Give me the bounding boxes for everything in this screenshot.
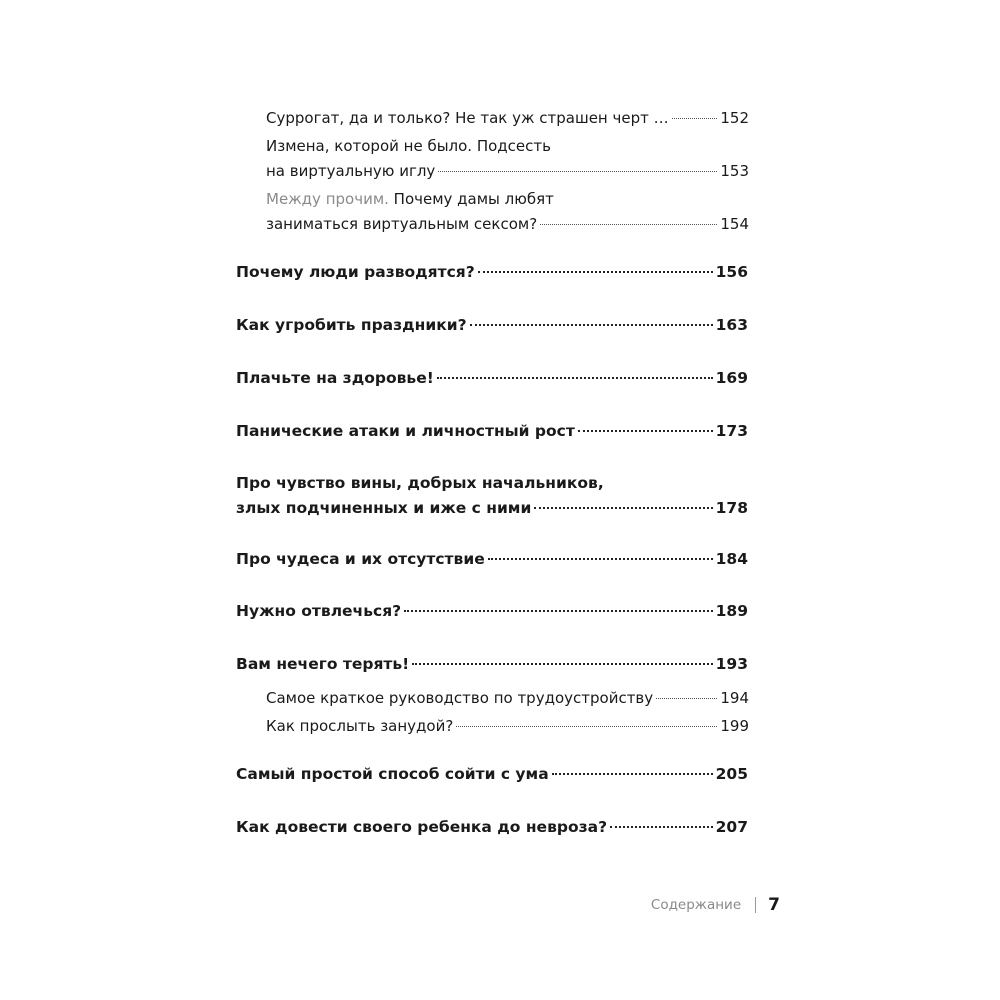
toc-entry-page: 153 <box>720 162 749 180</box>
toc-entry-page: 207 <box>715 818 748 836</box>
toc-entry-divorce <box>236 260 748 285</box>
leader-dots <box>412 663 712 665</box>
leader-dots <box>552 773 713 775</box>
toc-entry-title: Почему люди разводятся? <box>236 263 475 281</box>
toc-entry-infidelity <box>266 134 749 184</box>
toc-entry-nothing-to-lose <box>236 652 748 677</box>
toc-entry-page: 173 <box>715 422 748 440</box>
toc-entry-page: 193 <box>715 655 748 673</box>
leader-dots <box>437 377 713 379</box>
toc-entry-title: Панические атаки и личностный рост <box>236 422 575 440</box>
toc-entry-virtual <box>266 187 749 237</box>
toc-entry-title-rest: Почему дамы любят <box>388 190 554 208</box>
toc-entry-go-crazy <box>236 762 748 787</box>
toc-entry-title: Как довести своего ребенка до невроза? <box>236 818 608 836</box>
toc-entry-holidays <box>236 313 748 338</box>
toc-entry-page: 152 <box>720 109 749 127</box>
leader-dots <box>478 271 713 273</box>
toc-entry-page: 178 <box>715 499 748 517</box>
leader-dots <box>656 698 717 699</box>
toc-entry-title-line2: заниматься виртуальным сексом? <box>266 215 538 233</box>
toc-entry-page: 156 <box>715 263 748 281</box>
leader-dots <box>404 610 713 612</box>
toc-entry-crying <box>236 366 748 391</box>
toc-entry-page: 205 <box>715 765 748 783</box>
footer-section-title: Содержание <box>650 897 742 913</box>
toc-entry-page: 169 <box>715 369 748 387</box>
toc-entry-title: Самый простой способ сойти с ума <box>236 765 549 783</box>
toc-entry-bore <box>266 714 749 739</box>
toc-entry-title: Самое краткое руководство по трудоустройству <box>266 689 654 707</box>
toc-entry-page: 163 <box>715 316 748 334</box>
toc-entry-title: Плачьте на здоровье! <box>236 369 434 387</box>
toc-entry-guilt <box>236 471 748 521</box>
toc-entry-prefix: Между прочим. <box>266 190 389 208</box>
toc-entry-child-neurosis <box>236 815 748 840</box>
toc-entry-miracles <box>236 547 748 572</box>
toc-entry-title-line2: на виртуальную иглу <box>266 162 436 180</box>
leader-dots <box>470 324 713 326</box>
toc-entry-distract <box>236 599 748 624</box>
toc-entry-title: Как прослыть занудой? <box>266 717 454 735</box>
footer-divider <box>755 897 756 913</box>
toc-entry-title: Нужно отвлечься? <box>236 602 402 620</box>
leader-dots <box>578 430 713 432</box>
toc-entry-page: 189 <box>715 602 748 620</box>
leader-dots <box>456 726 717 727</box>
leader-dots <box>610 826 713 828</box>
toc-entry-page: 184 <box>715 550 748 568</box>
toc-entry-title: Про чудеса и их отсутствие <box>236 550 485 568</box>
toc-entry-title-line1: Про чувство вины, добрых начальников, <box>236 474 604 492</box>
toc-entry-title-line1 <box>266 187 554 212</box>
toc-entry-page: 154 <box>720 215 749 233</box>
leader-dots <box>540 224 717 225</box>
toc-entry-title: Вам нечего терять! <box>236 655 410 673</box>
leader-dots <box>488 558 713 560</box>
toc-entry-employment <box>266 686 749 711</box>
toc-entry-surrogate <box>266 106 749 131</box>
toc-entry-title-line2: злых подчиненных и иже с ними <box>236 499 532 517</box>
page-number: 7 <box>768 895 780 915</box>
toc-entry-panic <box>236 419 748 444</box>
page-footer <box>600 893 780 917</box>
toc-entry-title: Как угробить праздники? <box>236 316 467 334</box>
toc-entry-title: Суррогат, да и только? Не так уж страшен черт … <box>266 109 669 127</box>
leader-dots <box>672 118 718 119</box>
toc-entry-page: 199 <box>720 717 749 735</box>
leader-dots <box>534 507 712 509</box>
toc-entry-title-line1: Измена, которой не было. Подсесть <box>266 137 551 155</box>
toc-entry-page: 194 <box>720 689 749 707</box>
leader-dots <box>438 171 717 172</box>
